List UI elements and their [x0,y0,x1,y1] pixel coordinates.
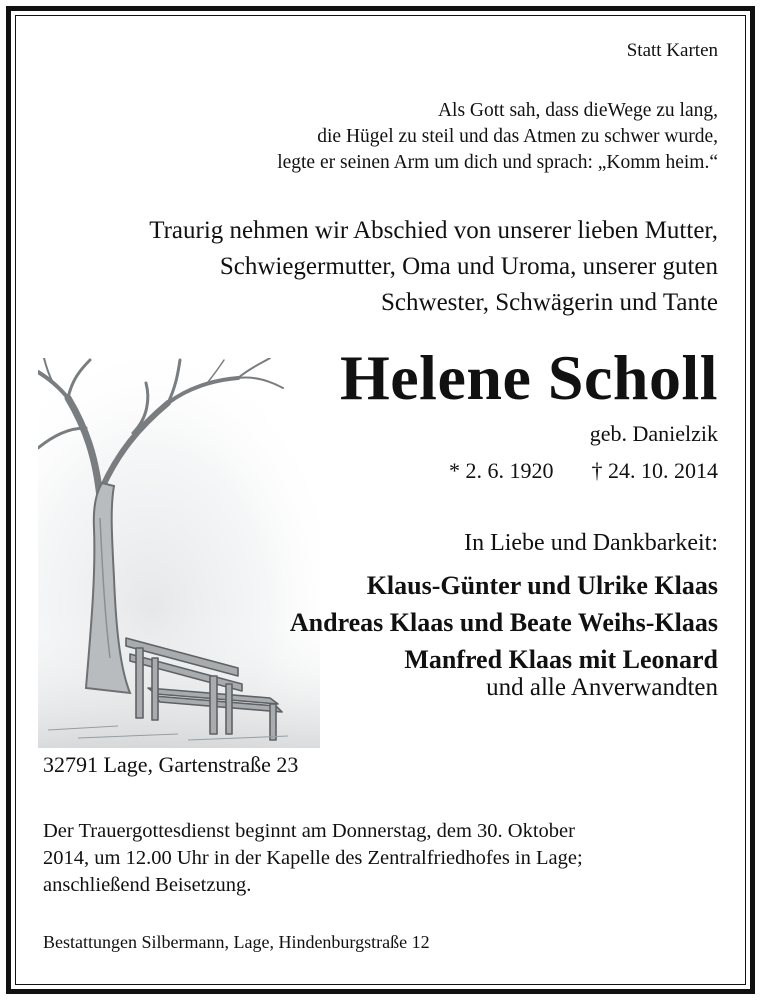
poem-line: Als Gott sah, dass dieWege zu lang, [437,100,718,121]
service-info [43,818,583,899]
intro-line: Schwiegermutter, Oma und Uroma, unserer guten [219,253,718,280]
service-line: anschließend Beisetzung. [43,874,252,896]
undertaker-info: Bestattungen Silbermann, Lage, Hindenburgstraße 12 [43,932,430,952]
mourner-name: Klaus-Günter und Ulrike Klaas [366,571,718,600]
intro-line: Traurig nehmen wir Abschied von unserer lieben Mutter, [149,217,718,244]
life-dates [449,458,718,484]
maiden-name: geb. Danielzik [589,421,718,446]
mourners-intro: In Liebe und Dankbarkeit: [464,530,718,556]
birth-date: * 2. 6. 1920 [449,458,554,483]
poem-line: legte er seinen Arm um dich und sprach: „Komm heim.“ [277,152,718,173]
mourner-name: Andreas Klaas und Beate Weihs-Klaas [289,608,718,637]
deceased-name: Helene Scholl [339,342,718,413]
poem-line: die Hügel zu steil und das Atmen zu schwer wurde, [317,126,718,147]
intro-line: Schwester, Schwägerin und Tante [381,289,718,316]
death-date: † 24. 10. 2014 [591,458,718,483]
service-line: Der Trauergottesdienst beginnt am Donnerstag, dem 30. Oktober [43,820,575,842]
mourner-name: Manfred Klaas mit Leonard [404,645,718,674]
other-relatives: und alle Anverwandten [486,674,718,701]
mourners-list [290,567,718,678]
poem [277,98,718,176]
statt-karten-note: Statt Karten [626,40,718,61]
service-line: 2014, um 12.00 Uhr in der Kapelle des Zentralfriedhofes in Lage; [43,847,583,869]
address: 32791 Lage, Gartenstraße 23 [43,752,299,777]
intro-text [149,213,718,321]
tree-and-bench-illustration [38,358,320,748]
